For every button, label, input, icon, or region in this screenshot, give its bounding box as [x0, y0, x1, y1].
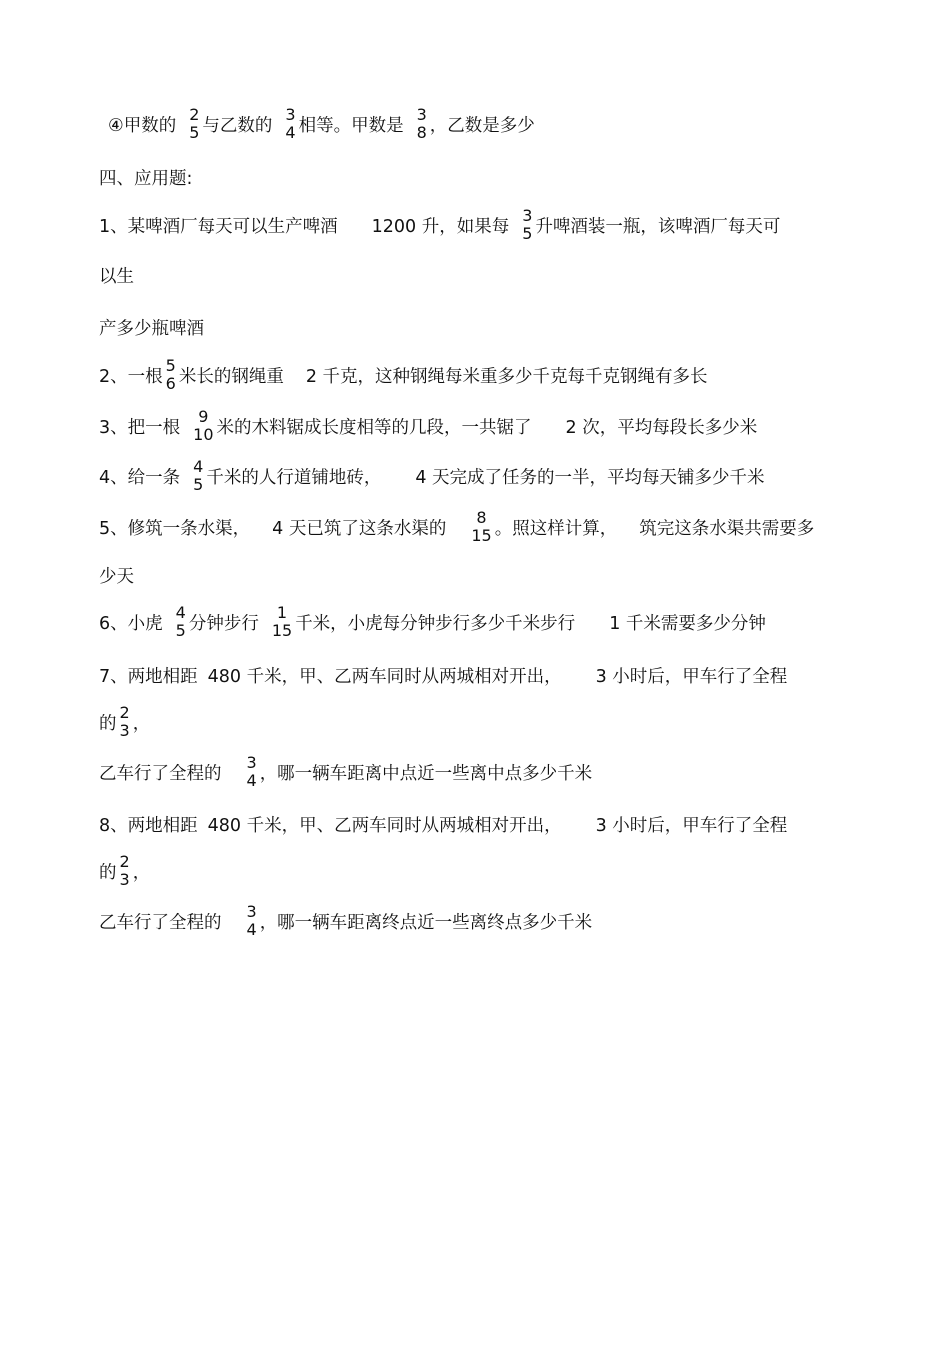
text: 分钟步行 — [188, 613, 259, 634]
text: 3 小时后，甲车行了全程 — [595, 815, 788, 836]
denominator: 5 — [189, 123, 200, 142]
text: 筑完这条水渠共需要多 — [639, 518, 815, 539]
text: 2 千克，这种钢绳每米重多少千克每千克钢绳有多长 — [305, 366, 708, 387]
numerator: 5 — [165, 356, 176, 375]
fraction — [119, 853, 131, 889]
problem-1-line-3 — [99, 305, 204, 349]
problem-3-line — [99, 404, 757, 448]
text: 2 次，平均每段长多少米 — [565, 417, 758, 438]
denominator: 4 — [246, 771, 257, 790]
denominator: 4 — [285, 123, 296, 142]
text: 的 — [99, 713, 117, 734]
text: 相等。甲数是 — [298, 115, 404, 136]
fraction — [521, 207, 533, 243]
problem-5-line-1 — [99, 505, 814, 549]
section-title-text: 四、应用题: — [99, 168, 193, 189]
text: 6、小虎 — [99, 613, 163, 634]
denominator: 3 — [119, 721, 130, 740]
problem-8-line-1 — [99, 802, 787, 846]
text: 2、一根 — [99, 366, 163, 387]
numerator: 3 — [246, 753, 257, 772]
problem-6-line — [99, 600, 766, 644]
denominator: 15 — [271, 621, 293, 640]
text: 千米，小虎每分钟步行多少千米步行 — [295, 613, 576, 634]
problem-7-line-3 — [99, 750, 592, 794]
text: ，哪一辆车距离终点近一些离终点多少千米 — [259, 912, 593, 933]
numerator: 3 — [285, 105, 296, 124]
problem-1-line-1 — [99, 203, 780, 247]
numerator: 9 — [198, 407, 209, 426]
problem-8-line-3 — [99, 899, 592, 943]
problem-1-line-2 — [99, 253, 134, 297]
text: 千米的人行道铺地砖， — [206, 467, 382, 488]
text: 1200 升，如果每 — [371, 216, 510, 237]
denominator: 4 — [246, 920, 257, 939]
problem-8-line-2 — [99, 849, 150, 893]
text: 升啤酒装一瓶，该啤酒厂每天可 — [535, 216, 781, 237]
fraction — [470, 509, 492, 545]
problem-7-line-2 — [99, 700, 150, 744]
numerator: 4 — [175, 603, 186, 622]
text: 1 千米需要多少分钟 — [609, 613, 766, 634]
text: 以生 — [99, 266, 134, 287]
numerator: 3 — [522, 206, 533, 225]
text: 1、某啤酒厂每天可以生产啤酒 — [99, 216, 338, 237]
text: 。照这样计算， — [494, 518, 618, 539]
text: 480 千米，甲、乙两车同时从两城相对开出， — [207, 666, 562, 687]
fraction — [175, 604, 187, 640]
text: 的 — [99, 862, 117, 883]
text: ，哪一辆车距离中点近一些离中点多少千米 — [259, 763, 593, 784]
text: 米的木料锯成长度相等的几段，一共锯了 — [216, 417, 532, 438]
denominator: 15 — [471, 526, 492, 545]
text: 与乙数的 — [202, 115, 273, 136]
fraction — [192, 458, 204, 494]
text: ， — [132, 713, 151, 734]
denominator: 5 — [193, 475, 204, 494]
section-title — [99, 155, 192, 199]
text: ， — [132, 862, 151, 883]
text: 4 天已筑了这条水渠的 — [272, 518, 447, 539]
problem-7-line-1 — [99, 653, 787, 697]
fraction — [165, 357, 177, 393]
fraction — [246, 903, 258, 939]
text: 少天 — [99, 566, 134, 587]
denominator: 3 — [119, 870, 130, 889]
fraction — [271, 604, 293, 640]
text: ④甲数的 — [108, 115, 177, 136]
text: 7、两地相距 — [99, 666, 198, 687]
text: ，乙数是多少 — [429, 115, 535, 136]
denominator: 6 — [165, 374, 176, 393]
question-4-line — [108, 102, 535, 146]
text: 4、给一条 — [99, 467, 181, 488]
text: 乙车行了全程的 — [99, 763, 222, 784]
fraction — [192, 408, 214, 444]
problem-5-line-2 — [99, 553, 134, 597]
problem-2-line — [99, 353, 708, 397]
numerator: 2 — [119, 852, 130, 871]
fraction — [416, 106, 428, 142]
text: 乙车行了全程的 — [99, 912, 222, 933]
denominator: 8 — [416, 123, 427, 142]
numerator: 8 — [476, 508, 487, 527]
text: 480 千米，甲、乙两车同时从两城相对开出， — [207, 815, 562, 836]
numerator: 2 — [189, 105, 200, 124]
numerator: 3 — [416, 105, 427, 124]
fraction — [188, 106, 200, 142]
text: 产多少瓶啤酒 — [99, 318, 204, 339]
problem-4-line — [99, 454, 765, 498]
text: 4 天完成了任务的一半，平均每天铺多少千米 — [415, 467, 765, 488]
text: 5、修筑一条水渠， — [99, 518, 251, 539]
denominator: 10 — [193, 425, 214, 444]
fraction — [119, 704, 131, 740]
denominator: 5 — [175, 621, 186, 640]
numerator: 3 — [246, 902, 257, 921]
text: 3、把一根 — [99, 417, 181, 438]
fraction — [284, 106, 296, 142]
numerator: 2 — [119, 703, 130, 722]
denominator: 5 — [522, 224, 533, 243]
numerator: 4 — [193, 457, 204, 476]
text: 8、两地相距 — [99, 815, 198, 836]
text: 3 小时后，甲车行了全程 — [595, 666, 788, 687]
text: 米长的钢绳重 — [178, 366, 284, 387]
numerator: 1 — [276, 603, 288, 622]
fraction — [246, 754, 258, 790]
